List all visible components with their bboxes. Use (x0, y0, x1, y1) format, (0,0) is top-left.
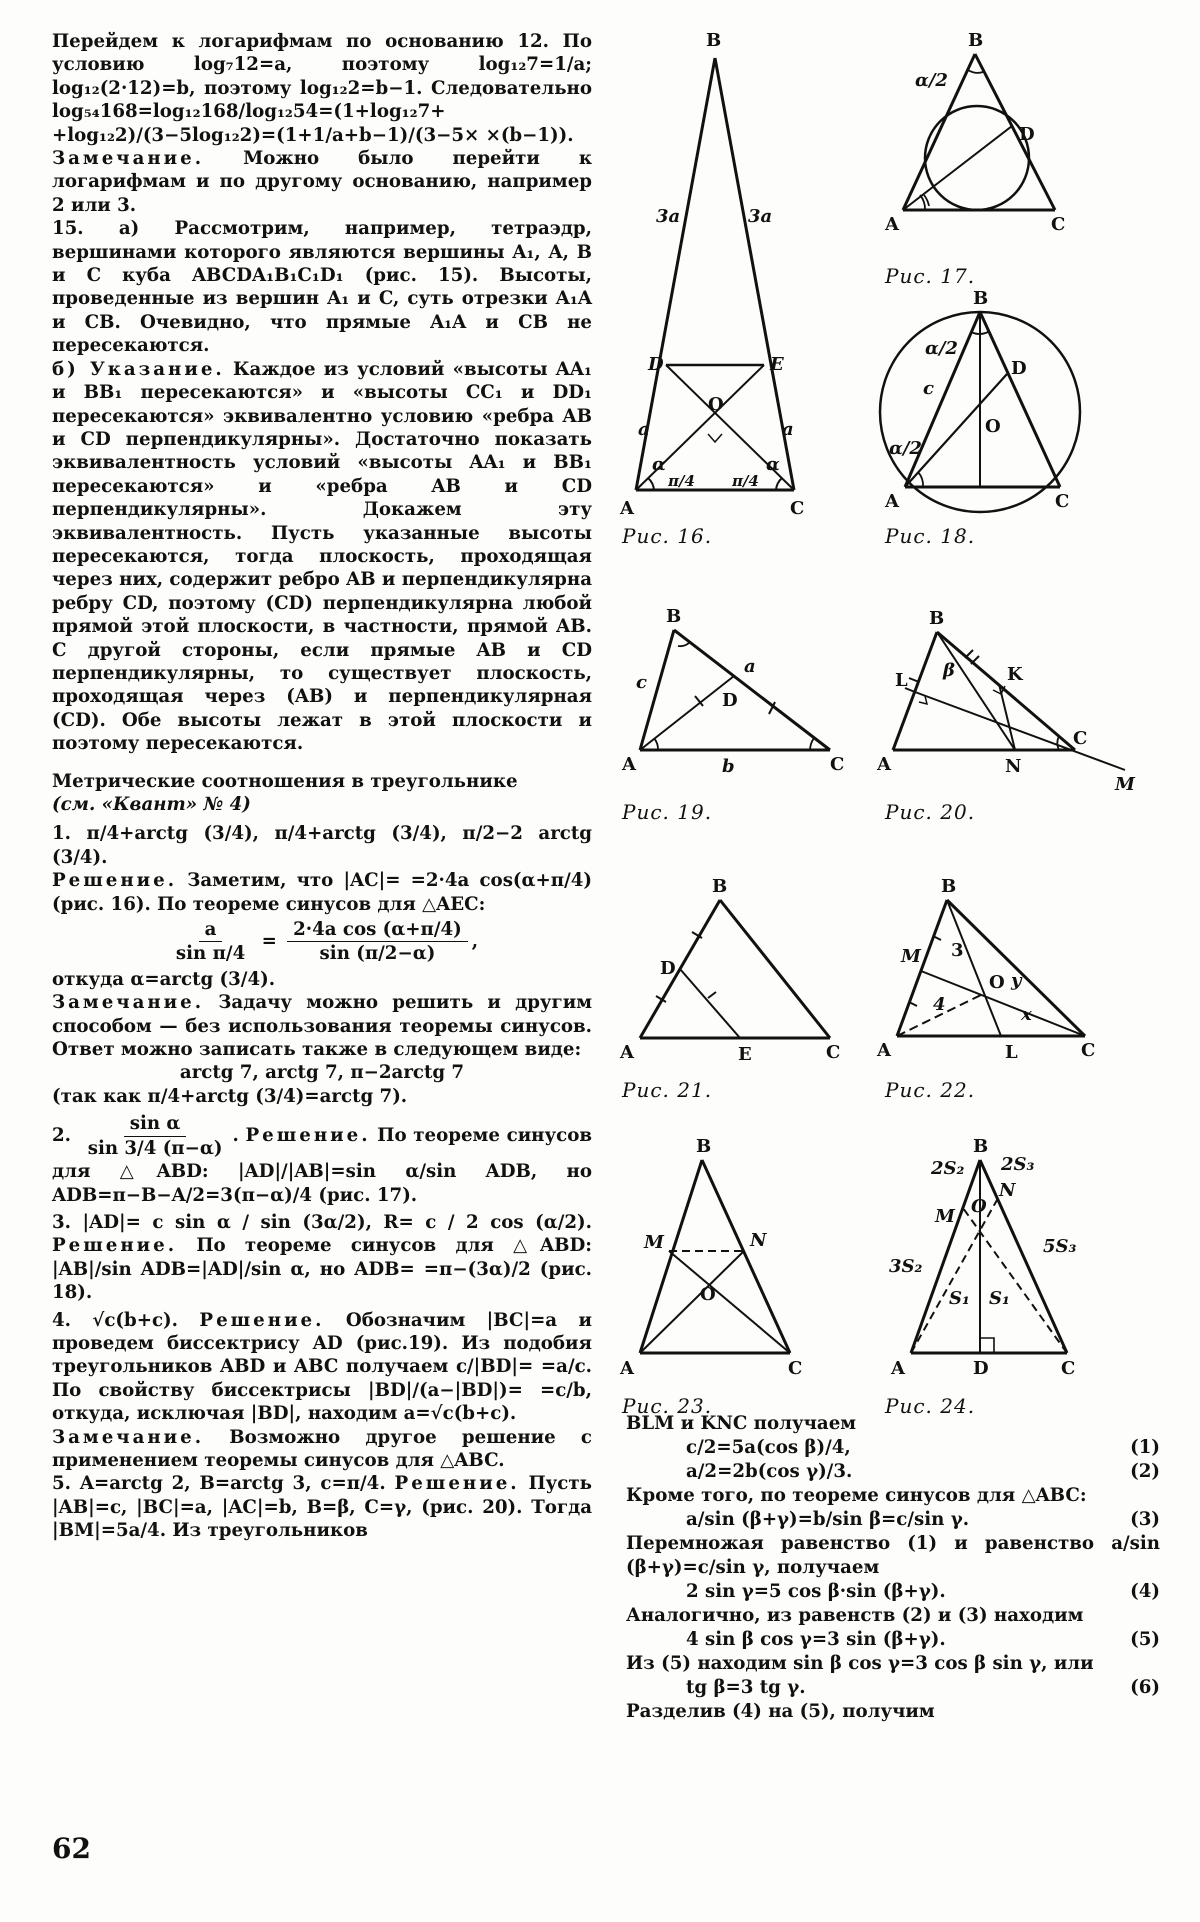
figure-21-drawing (620, 876, 860, 1065)
fig22-label-four: 4 (933, 994, 946, 1015)
fig22-label-O: O (989, 972, 1005, 993)
answer-2-denominator: sin 3/4 (π−α) (87, 1137, 223, 1159)
fig19-caption: Рис. 19. (622, 800, 713, 824)
equation-6-body: tg β=3 tg γ. (686, 1677, 806, 1698)
fig16-label-a-left: a (638, 419, 650, 440)
fig17-label-C: C (1051, 214, 1066, 235)
fig18-label-half1: α/2 (925, 338, 958, 359)
answer-1-solution-text: Заметим, что |AC|= =2·4a cos(α+π/4) (рис. 16). По теореме синусов для △AEC: (52, 870, 592, 915)
fig19-label-a: a (744, 656, 756, 677)
problem-15-number: 15. (52, 218, 84, 240)
figure-17-drawing (885, 30, 1085, 250)
fig16-label-D: D (648, 354, 664, 375)
fig24-label-s2b: 3S₂ (889, 1256, 923, 1277)
equation-5-number: (5) (1130, 1629, 1160, 1650)
fraction-right (287, 918, 468, 966)
equation-1 (626, 1436, 1160, 1460)
figure-18 (875, 288, 1095, 548)
fig24-label-s3a: 2S₃ (1001, 1154, 1035, 1175)
fig20-label-beta: β (943, 660, 955, 681)
equation-1-body: c/2=5a(cos β)/4, (686, 1437, 851, 1458)
answer-3 (52, 1211, 592, 1305)
answer-3-text: |AD|= c sin α / sin (3α/2), R= c / 2 cos (α/2). (82, 1211, 592, 1233)
answer-5-text: A=arctg 2, B=arctg 3, c=π/4. (79, 1473, 386, 1495)
problem-15-a-text: а) Рассмотрим, например, тетраэдр, вершинами которого являются вершины A₁, A, B и C куба ABCDA₁B₁C₁D₁ (рис. 15). Высоты, проведенные из вершин A₁ и C, суть отрезки A₁A и CB. Очевидно, что прямые A₁A и CB не пересекаются. (52, 218, 592, 357)
answer-4 (52, 1309, 592, 1426)
remark-label: Замечание. (52, 148, 205, 170)
fig22-label-L: L (1005, 1042, 1018, 1063)
fig21-label-B: B (712, 876, 728, 897)
answer-1-formula: $\frac{a}{\text{sin π/4}}$ = $\frac{\text{2·4a cos (α+π/4)}}{\sin (\pi/2-\alpha)}$ , (52, 918, 592, 966)
fig21-label-A: A (620, 1042, 634, 1063)
fig19-label-A: A (622, 754, 636, 775)
equation-6-number: (6) (1130, 1677, 1160, 1698)
right-text-1: BLM и KNC получаем (626, 1413, 857, 1434)
figure-24-drawing (875, 1138, 1095, 1378)
fig23-label-M: M (644, 1232, 664, 1253)
answer-5-solution: Пусть |AB|=c, |BC|=a, |AC|=b, B=β, C=γ, (рис. 20). Тогда |BM|=5a/4. Из треугольников (52, 1473, 592, 1542)
figure-19 (620, 606, 860, 824)
fig18-label-B: B (973, 288, 989, 309)
answer-4-note (52, 1426, 592, 1473)
fig17-label-half: α/2 (915, 70, 948, 91)
fig16-label-O: O (708, 394, 724, 415)
fig22-label-A: A (877, 1040, 891, 1061)
left-column (52, 30, 592, 1543)
fig21-label-C: C (826, 1042, 841, 1063)
answer-2-number: 2. (52, 1125, 71, 1147)
answer-5 (52, 1472, 592, 1542)
right-text-5: Из (5) находим sin β cos γ=3 cos β sin γ, или (626, 1653, 1094, 1674)
right-text-2: Кроме того, по теореме синусов для △ABC: (626, 1485, 1087, 1506)
fig24-label-O: O (971, 1196, 987, 1217)
equation-5 (626, 1628, 1160, 1652)
figure-18-drawing (875, 288, 1095, 522)
answer-4-solution: Обозначим |BC|=a и проведем биссектрису AD (рис.19). Из подобия треугольников ABD и ABC получаем c/|BD|= =a/c. По свойству биссектрисы |BD|/(a−|BD|)= =c/b, откуда, исключая |BD|, находим a=√c(b+c). (52, 1309, 592, 1425)
fig22-caption: Рис. 22. (885, 1078, 976, 1102)
fig22-label-B: B (941, 876, 957, 897)
answer-4-solution-label: Решение. (199, 1309, 325, 1331)
page-number: 62 (52, 1832, 91, 1865)
answer-4-text: √c(b+c). (92, 1309, 178, 1331)
fig21-caption: Рис. 21. (622, 1078, 713, 1102)
answer-2-solution: По теореме синусов для △ABD: |AD|/|AB|=sin α/sin ADB, но ADB=π−B−A/2=3(π−α)/4 (рис. 17). (52, 1125, 592, 1206)
figure-22 (875, 876, 1115, 1102)
fig24-label-D: D (973, 1358, 989, 1379)
figure-20-drawing (875, 608, 1145, 795)
fraction-right-numerator: 2·4a cos (α+π/4) (287, 918, 468, 942)
fig16-label-a-right: a (782, 419, 794, 440)
fig18-label-C: C (1055, 491, 1070, 512)
right-text-4: Аналогично, из равенств (2) и (3) находим (626, 1605, 1084, 1626)
fraction-left-numerator: a (199, 918, 223, 942)
fig18-label-O: O (985, 416, 1001, 437)
remark-paragraph (52, 147, 592, 217)
figure-22-drawing (875, 876, 1115, 1063)
note-label: Замечание. (52, 992, 205, 1014)
equation-1-number: (1) (1130, 1437, 1160, 1458)
problem-15-b-text: Каждое из условий «высоты AA₁ и BB₁ пересекаются» и «высоты CC₁ и DD₁ пересекаются» эквивалентно условию «ребра AB и CD перпендикулярны». Достаточно показать эквивалентность условий «высоты AA₁ и BB₁ пересекаются» и «ребра AB и CD перпендикулярны». Докажем эту эквивалентность. Пусть указанные высоты пересекаются, тогда плоскость, проходящая через них, содержит ребро AB и перпендикулярна ребру CD, поэтому (CD) перпендикулярна любой прямой этой плоскости, в частности, прямой AB. С другой стороны, если прямые AB и CD перпендикулярны, то существует плоскость, проходящая через (AB) и перпендикулярная (CD). Обе высоты лежат в этой плоскости и поэтому пересекаются. (52, 358, 592, 755)
equation-3 (626, 1508, 1160, 1532)
answer-4-note-text: Возможно другое решение с применением теоремы синусов для △ABC. (52, 1426, 592, 1471)
fig24-label-N: N (999, 1180, 1016, 1201)
fig16-caption: Рис. 16. (622, 524, 713, 548)
fig24-label-s2a: 2S₂ (931, 1158, 965, 1179)
fig16-label-B: B (706, 30, 722, 51)
answer-4-note-label: Замечание. (52, 1426, 205, 1448)
problem-15-a (52, 217, 592, 357)
fig16-label-C: C (790, 498, 805, 519)
fig17-label-B: B (968, 30, 984, 51)
fraction-left (170, 918, 251, 966)
fraction-right-denominator: sin (π/2−α) (319, 943, 436, 965)
fig20-label-M: M (1115, 774, 1135, 795)
fig22-label-x: x (1021, 1004, 1032, 1025)
equation-2-number: (2) (1130, 1461, 1160, 1482)
fig16-label-side2: 3a (748, 206, 773, 227)
answer-2-fraction (82, 1112, 229, 1160)
fig19-label-C: C (830, 754, 845, 775)
answer-2-numerator: sin α (124, 1112, 187, 1136)
answer-2: 2. $\frac{\text{sin α}}{\sin 3/4 (\pi-\alpha)}$ . Решение. По теореме синусов для △ABD: |AD|/|AB|=sin α/sin ADB, но ADB=π−B−A/2=3(π−α)/4 (рис. 17). (52, 1113, 592, 1206)
answer-5-solution-label: Решение. (394, 1473, 520, 1495)
equation-4-body: 2 sin γ=5 cos β·sin (β+γ). (686, 1581, 946, 1602)
fig16-label-A: A (620, 498, 634, 519)
fig18-label-half2: α/2 (889, 438, 922, 459)
fig16-label-alpha-right: α (766, 454, 780, 475)
answer-4-number: 4. (52, 1309, 71, 1331)
fig18-label-D: D (1011, 358, 1027, 379)
fig24-label-s1a: S₁ (949, 1288, 970, 1309)
answer-1-solution (52, 869, 592, 916)
fig18-label-A: A (885, 491, 899, 512)
figure-24 (875, 1136, 1095, 1418)
figure-16 (620, 30, 810, 548)
fraction-left-denominator: sin π/4 (175, 943, 246, 965)
fig20-label-C: C (1073, 728, 1088, 749)
equation-5-body: 4 sin β cos γ=3 sin (β+γ). (686, 1629, 946, 1650)
fig24-label-A: A (891, 1358, 905, 1379)
fig23-label-O: O (700, 1284, 716, 1305)
fig20-label-B: B (929, 608, 945, 629)
fig21-label-E: E (738, 1044, 752, 1065)
fig24-label-s3b: 5S₃ (1043, 1236, 1077, 1257)
answer-5-number: 5. (52, 1473, 71, 1495)
figure-20 (875, 608, 1145, 824)
fig24-label-M: M (935, 1206, 955, 1227)
answer-1: 1. π/4+arctg (3/4), π/4+arctg (3/4), π/2−2 arctg (3/4). (52, 823, 592, 868)
equation-3-number: (3) (1130, 1509, 1160, 1530)
fig18-label-c: c (923, 378, 934, 399)
remark-text: Можно было перейти к логарифмам и по другому основанию, например 2 или 3. (52, 148, 592, 216)
right-text-6: Разделив (4) на (5), получим (626, 1701, 935, 1722)
answer-3-solution: По теореме синусов для △ABD: |AB|/sin ADB=|AD|/sin α, но ADB= =π−(3α)/2 (рис. 18). (52, 1235, 592, 1304)
answer-1-alt: arctg 7, arctg 7, π−2arctg 7 (179, 1062, 465, 1084)
fig17-label-D: D (1019, 124, 1035, 145)
fig16-label-pi-right: π/4 (732, 472, 759, 490)
fig23-label-A: A (620, 1358, 634, 1379)
fig23-label-C: C (788, 1358, 803, 1379)
fig22-label-M: M (901, 946, 921, 967)
fig23-caption: Рис. 23. (622, 1394, 713, 1418)
fig18-caption: Рис. 18. (885, 524, 976, 548)
equation-4-number: (4) (1130, 1581, 1160, 1602)
answer-1-note (52, 991, 592, 1061)
figure-16-drawing (620, 30, 810, 520)
equation-6 (626, 1676, 1160, 1700)
answer-2-solution-label: Решение. (245, 1125, 371, 1147)
fig20-label-A: A (877, 754, 891, 775)
fig20-label-N: N (1005, 756, 1022, 777)
fig16-label-alpha-left: α (652, 454, 666, 475)
fig19-label-b: b (722, 756, 735, 777)
fig17-label-A: A (885, 214, 899, 235)
fig19-label-c: c (636, 672, 647, 693)
equation-2 (626, 1460, 1160, 1484)
fig19-label-D: D (722, 690, 738, 711)
fig20-caption: Рис. 20. (885, 800, 976, 824)
equation-2-body: a/2=2b(cos γ)/3. (686, 1461, 853, 1482)
right-column-text (626, 1412, 1160, 1724)
fig24-label-s1b: S₁ (989, 1288, 1010, 1309)
fig19-label-B: B (666, 606, 682, 627)
fig16-label-E: E (770, 354, 784, 375)
figure-23 (620, 1136, 850, 1418)
figure-17 (885, 30, 1085, 288)
right-text-3: Перемножая равенство (1) и равенство a/sin (β+γ)=c/sin γ, получаем (626, 1533, 1160, 1578)
answer-3-number: 3. (52, 1211, 71, 1233)
solution-label: Решение. (52, 870, 178, 892)
section-subtitle: (см. «Квант» № 4) (52, 794, 251, 815)
fig24-caption: Рис. 24. (885, 1394, 976, 1418)
fig23-label-N: N (750, 1230, 767, 1251)
figure-23-drawing (620, 1138, 850, 1378)
problem-15-b (52, 358, 592, 756)
fig23-label-B: B (696, 1136, 712, 1157)
answer-1-after: откуда α=arctg (3/4). (52, 968, 276, 990)
fig16-label-pi-left: π/4 (668, 472, 695, 490)
section-title: Метрические соотношения в треугольнике (52, 770, 518, 792)
fig22-label-y: y (1011, 970, 1022, 991)
problem-15-b-label: б) Указание. (52, 358, 225, 380)
figure-19-drawing (620, 606, 860, 780)
fig16-label-side1: 3a (656, 206, 681, 227)
fig17-caption: Рис. 17. (885, 264, 976, 288)
fig22-label-three: 3 (951, 940, 964, 961)
fig22-label-C: C (1081, 1040, 1096, 1061)
figure-21 (620, 876, 860, 1102)
fig20-label-L: L (895, 670, 908, 691)
equation-4 (626, 1580, 1160, 1604)
answer-3-solution-label: Решение. (52, 1235, 178, 1257)
fig21-label-D: D (660, 958, 676, 979)
answer-1-alt2: (так как π/4+arctg (3/4)=arctg 7). (52, 1085, 408, 1107)
fig24-label-C: C (1061, 1358, 1076, 1379)
fig20-label-K: K (1007, 664, 1023, 685)
fig24-label-B: B (973, 1136, 989, 1157)
paragraph-logarithms: Перейдем к логарифмам по основанию 12. По условию log₇12=a, поэтому log₁₂7=1/a; log₁₂(2·12)=b, поэтому log₁₂2=b−1. Следовательно log₅₄168=log₁₂168/log₁₂54=(1+log₁₂7+ +log₁₂2)/(3−5log₁₂2)=(1+1/a+b−1)/(3−5× ×(b−1)). (52, 31, 592, 146)
answer-1-note-text: Задачу можно решить и другим способом — без использования теоремы синусов. Ответ можно записать также в следующем виде: (52, 992, 592, 1061)
equation-3-body: a/sin (β+γ)=b/sin β=c/sin γ. (686, 1509, 970, 1530)
